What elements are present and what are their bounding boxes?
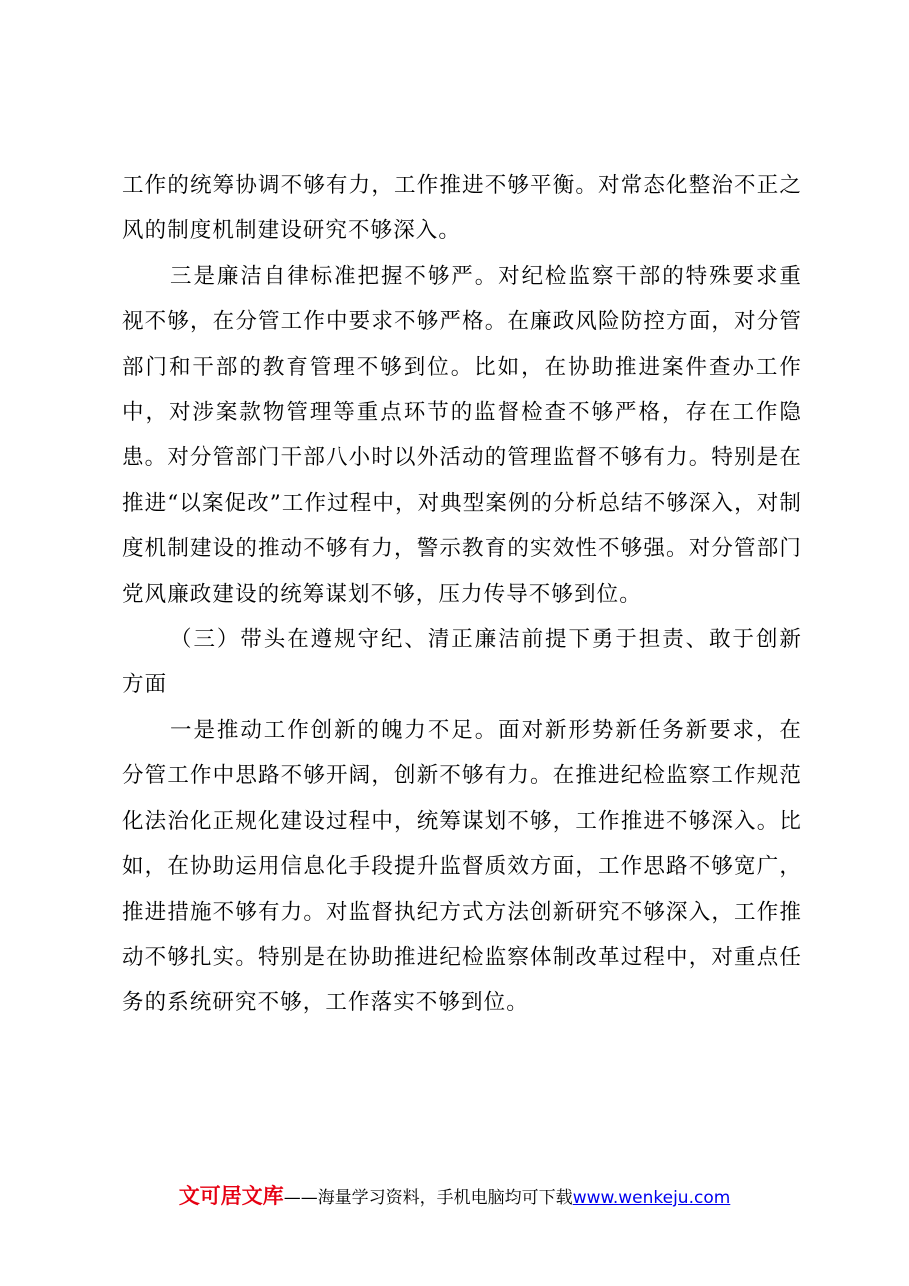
paragraph-clean-self-discipline: 三是廉洁自律标准把握不够严。对纪检监察干部的特殊要求重视不够，在分管工作中要求不够严格。在廉政风险防控方面，对分管部门和干部的教育管理不够到位。比如，在协助推进案件查办工作中，对涉案款物管理等重点环节的监督检查不够严格，存在工作隐患。对分管部门干部八小时以外活动的管理监督不够有力。特别是在推进“以案促改”工作过程中，对典型案例的分析总结不够深入，对制度机制建设的推动不够有力，警示教育的实效性不够强。对分管部门党风廉政建设的统筹谋划不够，压力传导不够到位。 [122,263,802,607]
paragraph-continuation: 工作的统筹协调不够有力，工作推进不够平衡。对常态化整治不正之风的制度机制建设研究不够深入。 [122,173,802,244]
website-link[interactable]: www.wenkeju.com [572,1188,731,1208]
document-body [122,163,802,1026]
brand-name: 文可居文库 [178,1183,284,1208]
footer-banner [0,1181,909,1213]
section-heading-three: （三）带头在遵规守纪、清正廉洁前提下勇于担责、敢于创新方面 [122,627,802,698]
paragraph-work-innovation: 一是推动工作创新的魄力不足。面对新形势新任务新要求，在分管工作中思路不够开阔，创新不够有力。在推进纪检监察工作规范化法治化正规化建设过程中，统筹谋划不够，工作推进不够深入。比如，在协助运用信息化手段提升监督质效方面，工作思路不够宽广，推进措施不够有力。对监督执纪方式方法创新研究不够深入，工作推动不够扎实。特别是在协助推进纪检监察体制改革过程中，对重点任务的系统研究不够，工作落实不够到位。 [122,717,802,1016]
footer-tagline: ——海量学习资料，手机电脑均可下载 [283,1188,573,1208]
